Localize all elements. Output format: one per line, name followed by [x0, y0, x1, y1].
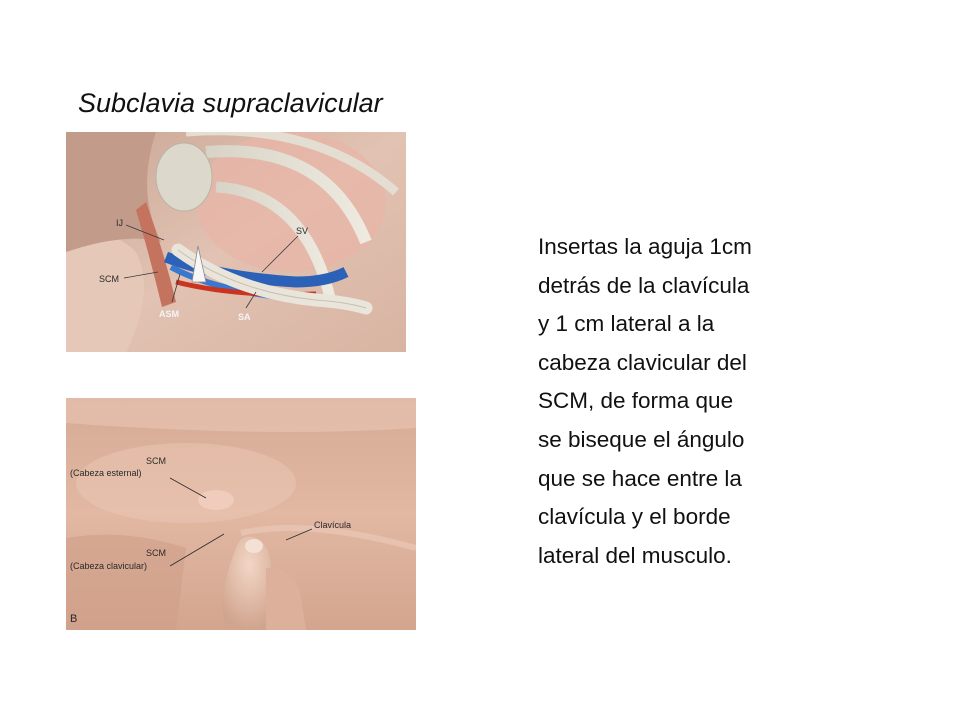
- slide-title: Subclavia supraclavicular: [78, 88, 383, 118]
- description-line: lateral del musculo.: [538, 542, 732, 568]
- label-cabeza-clavicular: (Cabeza clavicular): [70, 561, 148, 571]
- label-ij: IJ: [116, 218, 124, 228]
- description-line: Insertas la aguja 1cm: [538, 234, 752, 259]
- anatomy-illustration-top: [66, 132, 406, 352]
- label-asm: ASM: [159, 309, 179, 319]
- description-line: se biseque el ángulo: [538, 426, 745, 452]
- label-scm-esternal: SCM: [146, 456, 166, 466]
- description-line: cabeza clavicular del: [538, 349, 747, 375]
- description-line: detrás de la clavícula: [538, 272, 750, 298]
- anatomy-drawing: [66, 132, 406, 352]
- clinical-photo: [66, 398, 416, 630]
- description-line: y 1 cm lateral a la: [538, 311, 715, 337]
- description-line: que se hace entre la: [538, 465, 742, 491]
- label-clavicula: Clavícula: [314, 520, 352, 530]
- label-sa: SA: [238, 312, 251, 322]
- label-cabeza-esternal: (Cabeza esternal): [70, 468, 142, 478]
- label-scm: SCM: [99, 274, 119, 284]
- label-scm-clavicular: SCM: [146, 548, 166, 558]
- description-line: clavícula y el borde: [538, 504, 731, 530]
- anatomy-photo-bottom: [66, 398, 416, 630]
- description-text: [538, 228, 828, 575]
- label-panel-b: B: [70, 613, 78, 625]
- description-line: SCM, de forma que: [538, 388, 734, 414]
- label-sv: SV: [296, 226, 309, 236]
